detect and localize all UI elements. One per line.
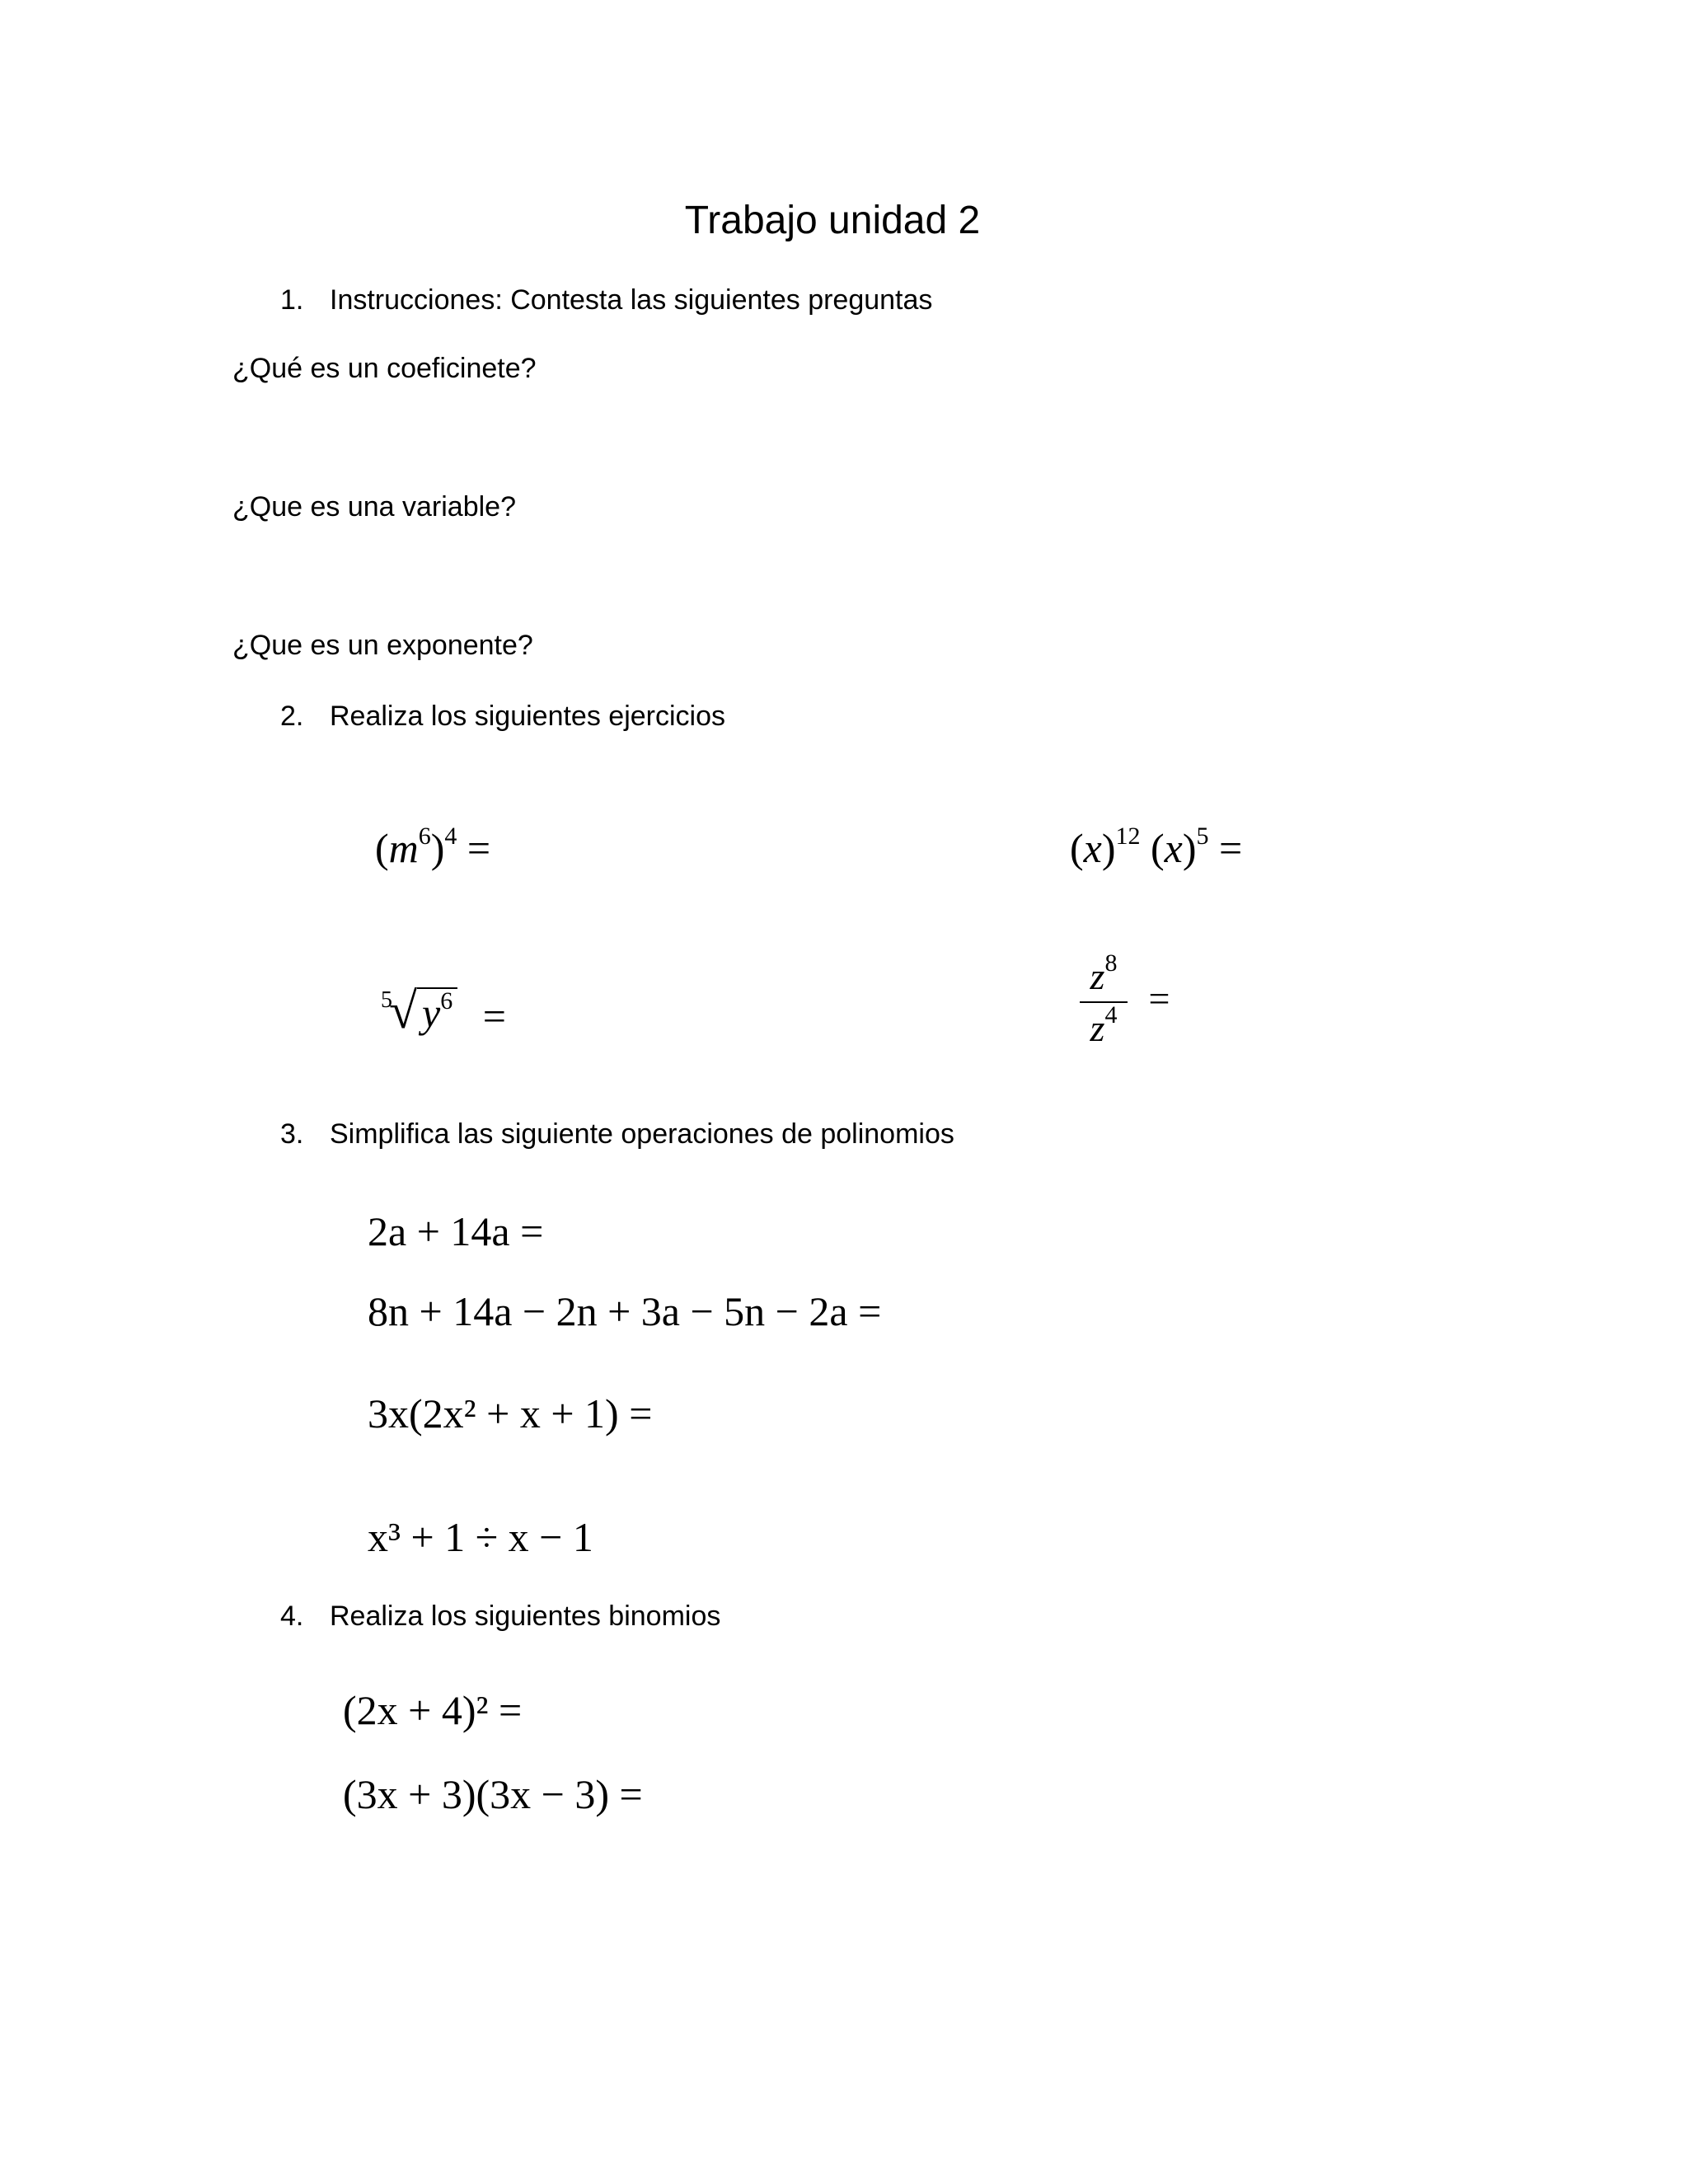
polynomial-2: 8n + 14a − 2n + 3a − 5n − 2a = [368, 1288, 882, 1334]
exercise-product-of-powers: $(x)^{12}$ $(x)^5$ = [1070, 823, 1243, 871]
binomial-1: (2x + 4)² = [343, 1687, 523, 1733]
question-coeficiente: ¿Qué es un coeficinete? [232, 353, 537, 384]
binomial-2: (3x + 3)(3x − 3) = [343, 1771, 643, 1817]
section-number: 2. [280, 701, 304, 732]
polynomial-4: x³ + 1 ÷ x − 1 [368, 1514, 593, 1560]
exercise-radical: 5 √ $y^6$ = [381, 983, 506, 1039]
section-heading: Simplifica las siguiente operaciones de polinomios [330, 1118, 954, 1150]
page-title: Trabajo unidad 2 [684, 199, 981, 242]
section-number: 4. [280, 1601, 304, 1632]
section-heading: Instrucciones: Contesta las siguientes preguntas [330, 284, 933, 316]
polynomial-1: 2a + 14a = [368, 1208, 544, 1254]
question-variable: ¿Que es una variable? [232, 491, 516, 523]
section-number: 1. [280, 284, 304, 316]
section-number: 3. [280, 1118, 304, 1150]
section-heading: Realiza los siguientes ejercicios [330, 701, 726, 732]
exercise-quotient-of-powers: $\frac{z^8}{z^4}$ = [1080, 954, 1170, 1050]
exercise-power-of-power: $(m^6)^4$ = [375, 823, 491, 871]
question-exponente: ¿Que es un exponente? [232, 630, 533, 661]
polynomial-3: 3x(2x² + x + 1) = [368, 1390, 653, 1436]
section-heading: Realiza los siguientes binomios [330, 1601, 721, 1632]
